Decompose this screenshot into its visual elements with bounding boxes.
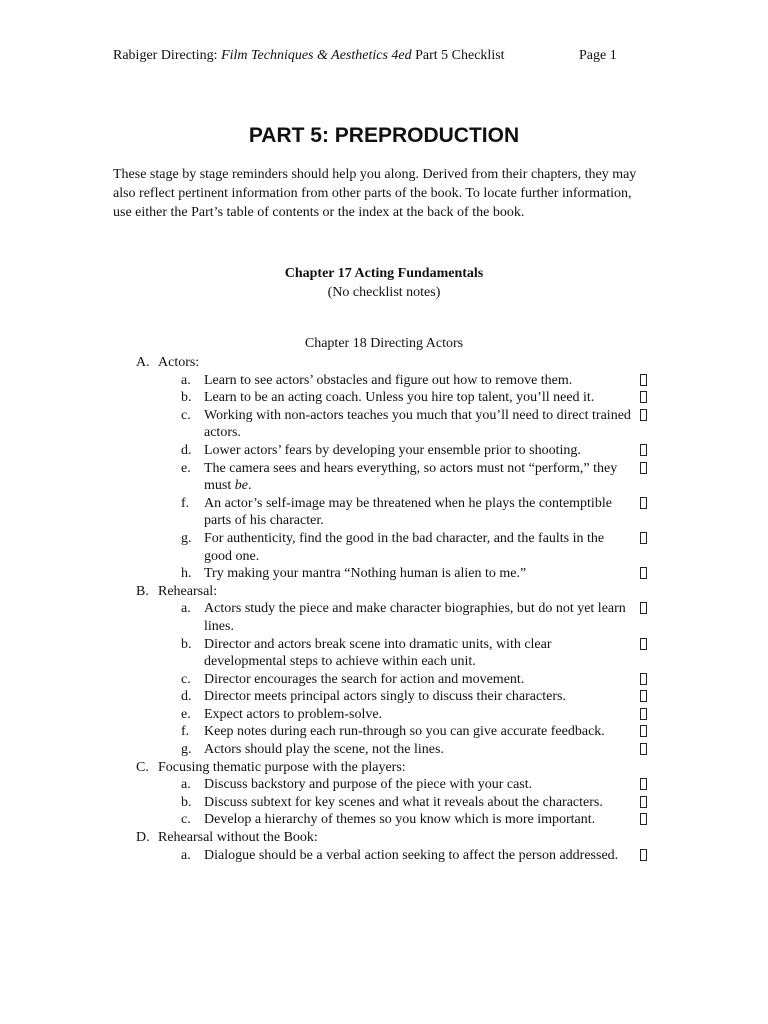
checklist-section [0,829,768,864]
item-text-main: Develop a hierarchy of themes so you know which is more important. [204,812,596,828]
item-letter: e. [181,706,191,722]
item-text [204,460,632,495]
section-label: Rehearsal without the Book: [158,830,318,846]
checkbox-icon[interactable] [640,708,647,720]
checkbox-icon[interactable] [640,690,647,702]
item-text-main: Working with non-actors teaches you much that you’ll need to direct trained actors. [204,407,631,441]
chapter-17-block [0,264,768,302]
checkbox-icon[interactable] [640,444,647,456]
item-text [204,794,632,812]
header-prefix: Rabiger Directing: [113,48,222,63]
checkbox-icon[interactable] [640,462,647,474]
checkbox-icon[interactable] [640,638,647,650]
item-letter: b. [181,390,192,406]
chapter-18-title: Chapter 18 Directing Actors [304,336,464,351]
item-text [204,723,632,741]
item-letter: b. [181,636,192,652]
item-letter: c. [181,671,191,687]
item-letter: h. [181,566,192,582]
item-text [204,636,632,671]
checkbox-icon[interactable] [640,743,647,755]
checkbox-icon[interactable] [640,409,647,421]
section-letter: C. [136,759,149,775]
item-text [204,389,632,407]
checklist-item [0,671,768,689]
checklist-item [0,776,768,794]
item-text [204,530,632,565]
item-letter: d. [181,689,192,705]
item-text-main: Expect actors to problem-solve. [204,706,383,722]
checkbox-icon[interactable] [640,532,647,544]
chapter-17-title: Chapter 17 Acting Fundamentals [284,266,484,281]
item-text-main: Keep notes during each run-through so you can give accurate feedback. [204,724,605,740]
item-text [204,442,632,460]
item-text-main: Learn to be an acting coach. Unless you hire top talent, you’ll need it. [204,390,595,406]
part-title: PART 5: PREPRODUCTION [248,124,520,147]
item-text-main: Dialogue should be a verbal action seeking to affect the person addressed. [204,847,619,863]
item-text-emphasis: be [234,478,248,494]
checklist-item [0,460,768,495]
section-heading [0,583,768,601]
item-text [204,671,632,689]
item-letter: d. [181,442,192,458]
checklist-section [0,354,768,583]
item-text-main: Learn to see actors’ obstacles and figure out how to remove them. [204,372,573,388]
item-text-main: For authenticity, find the good in the bad character, and the faults in the good one. [204,530,605,564]
checklist-item [0,565,768,583]
checkbox-icon[interactable] [640,391,647,403]
item-letter: b. [181,794,192,810]
item-text-main: Discuss subtext for key scenes and what it reveals about the characters. [204,794,603,810]
checklist-item [0,407,768,442]
section-letter: D. [136,830,150,846]
checklist-item [0,372,768,390]
section-heading [0,829,768,847]
checkbox-icon[interactable] [640,567,647,579]
item-text-main: Director meets principal actors singly to discuss their characters. [204,689,566,705]
checklist-item [0,389,768,407]
running-header [113,48,505,64]
header-book-title: Film Techniques & Aesthetics 4ed [221,48,412,63]
item-text-main: Actors study the piece and make character biographies, but do not yet learn lines. [204,601,626,634]
item-text-main: Lower actors’ fears by developing your ensemble prior to shooting. [204,442,581,458]
intro-paragraph: These stage by stage reminders should help you along. Derived from their chapters, they may also reflect pertinent information from other parts of the book. To locate further information, use either the Part’s table of contents or the index at the back of the book. [113,167,637,220]
checkbox-icon[interactable] [640,725,647,737]
section-label: Rehearsal: [158,583,218,599]
checklist [0,354,768,864]
header-suffix: Part 5 Checklist [411,48,505,63]
section-letter: A. [136,355,150,370]
checklist-item [0,600,768,635]
checkbox-icon[interactable] [640,673,647,685]
item-text [204,776,632,794]
item-text [204,706,632,724]
item-text-main: Actors should play the scene, not the lines. [204,742,444,758]
checkbox-icon[interactable] [640,849,647,861]
section-letter: B. [136,583,149,599]
item-letter: e. [181,460,191,476]
item-letter: a. [181,601,191,617]
chapter-17-note: (No checklist notes) [327,285,441,300]
item-letter: f. [181,724,190,740]
checklist-item [0,706,768,724]
checklist-section [0,759,768,829]
checklist-item [0,530,768,565]
checklist-item [0,847,768,865]
checkbox-icon[interactable] [640,374,647,386]
item-text-main: The camera sees and hears everything, so actors must not “perform,” they must [204,460,618,494]
item-text [204,407,632,442]
page-number: Page 1 [579,48,617,63]
checklist-item [0,636,768,671]
item-letter: g. [181,742,192,758]
checkbox-icon[interactable] [640,796,647,808]
item-text-tail: . [247,478,252,494]
section-label: Actors: [158,355,200,370]
section-label: Focusing thematic purpose with the players: [158,759,406,775]
item-letter: a. [181,847,191,863]
checklist-item [0,811,768,829]
item-letter: c. [181,812,191,828]
item-text [204,372,632,390]
item-text-main: Try making your mantra “Nothing human is alien to me.” [204,566,527,582]
item-letter: a. [181,777,191,793]
section-heading [0,354,768,372]
item-text-main: Director encourages the search for action and movement. [204,671,525,687]
item-text-main: Discuss backstory and purpose of the piece with your cast. [204,777,533,793]
checklist-item [0,495,768,530]
item-text [204,688,632,706]
item-letter: f. [181,495,190,511]
checklist-item [0,741,768,759]
item-text [204,565,632,583]
item-text [204,741,632,759]
checklist-item [0,688,768,706]
item-text [204,600,632,635]
checkbox-icon[interactable] [640,602,647,614]
item-text-main: Director and actors break scene into dramatic units, with clear developmental steps to achieve within each unit. [204,636,552,670]
item-text-main: An actor’s self-image may be threatened when he plays the contemptible parts of his character. [204,495,612,529]
checklist-section [0,583,768,759]
item-text [204,847,632,865]
checkbox-icon[interactable] [640,778,647,790]
item-text [204,811,632,829]
checklist-item [0,442,768,460]
item-letter: a. [181,372,191,388]
checklist-item [0,794,768,812]
checkbox-icon[interactable] [640,813,647,825]
checklist-item [0,723,768,741]
section-heading [0,759,768,777]
item-letter: g. [181,530,192,546]
checkbox-icon[interactable] [640,497,647,509]
item-letter: c. [181,407,191,423]
item-text [204,495,632,530]
